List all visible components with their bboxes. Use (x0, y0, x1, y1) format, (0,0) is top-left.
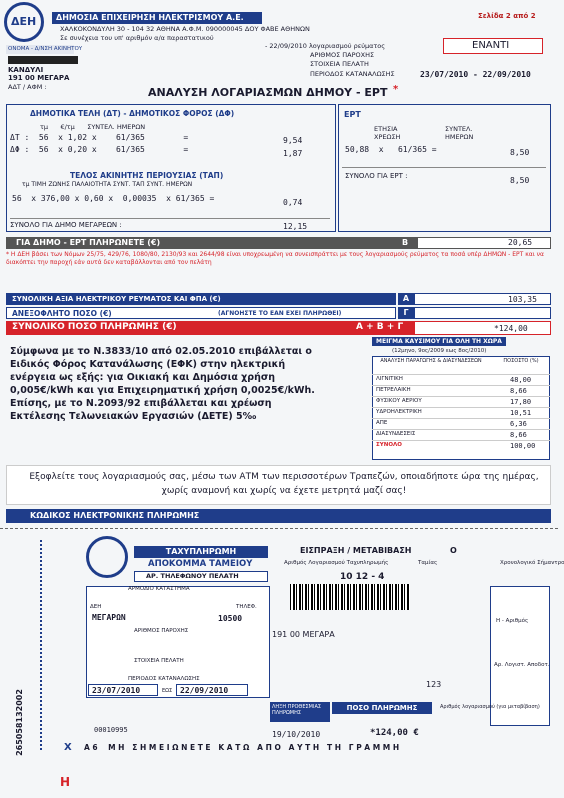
x-mark: X (64, 742, 72, 753)
unpaid-note: (ΑΓΝΟΗΣΤΕ ΤΟ ΕΑΝ ΕΧΕΙ ΠΛΗΡΩΘΕΙ) (218, 310, 342, 317)
collection: ΕΙΣΠΡΑΞΗ / ΜΕΤΑΒΙΒΑΣΗ (300, 546, 412, 555)
due-label-box: ΛΗΞΗ ΠΡΟΘΕΣΜΙΑΣ ΠΛΗΡΩΜΗΣ (270, 702, 330, 722)
addr-line2: 191 00 ΜΕΓΑΡΑ (8, 74, 70, 82)
pay-bar-label: ΓΙΑ ΔΗΜΟ - ΕΡΤ ΠΛΗΡΩΝΕΤΕ (€) (16, 238, 161, 247)
municipal-divider (10, 218, 330, 219)
grand-value-box (414, 321, 551, 335)
fuel-mix-row-name: ΑΠΕ (376, 420, 388, 426)
period-mid: ΕΩΣ (162, 688, 173, 694)
h-number: Η - Αριθμός (496, 618, 529, 624)
fuel-mix-row-line (372, 418, 550, 419)
title-asterisk: * (393, 84, 399, 95)
period-from: 23/07/2010 (92, 686, 141, 695)
deh-logo (4, 2, 44, 42)
fuel-mix-row-pct: 6,36 (510, 420, 527, 428)
ert-total-value: 8,50 (510, 176, 530, 185)
addr-line1: ΚΑΝΔΥΛΙ (8, 66, 44, 74)
teller-label: Ταμίας (418, 560, 438, 566)
date-stamp-label: Χρονολογικό Σήμαντρο (500, 560, 564, 566)
fuel-mix-row-pct: 48,00 (510, 376, 532, 384)
df-row: ΔΦ : 56 x 0,20 x 61/365 = (10, 145, 189, 154)
page-number: Σελίδα 2 από 2 (478, 12, 536, 20)
company-address: ΧΑΛΚΟΚΟΝΔΥΛΗ 30 - 104 32 ΑΘΗΝΑ Α.Φ.Μ. 090000045 ΔΟΥ ΦΑΒΕ ΑΘΗΝΩΝ (60, 25, 310, 33)
tax-notice: Σύμφωνα με το Ν.3833/10 από 02.05.2010 επιβάλλεται ο Ειδικός Φόρος Κατανάλωσης (ΕΦΚ) στην ηλεκτρική ενέργεια ως εξής: για Οικιακή και Δημόσια χρήση 0,005€/kWh και για Επιχειρηματική χρήση 0,0025€/kWh. Επίσης, με το Ν.2093/92 επιβάλλεται και χρέωση Εκτέλεσης Τελωνειακών Εργασιών (ΔΕΤΕ) 5‰ (10, 346, 315, 422)
deh-logo-text: ΔΕΗ (11, 15, 37, 28)
owner-dots (8, 56, 78, 64)
fuel-mix-row-pct: 17,80 (510, 398, 532, 406)
fuel-mix-head2: ΠΟΣΟΣΤΟ (%) (503, 358, 539, 364)
ert-heading: ΕΡΤ (344, 110, 361, 119)
vertical-code: 265058132002 (14, 689, 24, 756)
ert-value: 8,50 (510, 148, 530, 157)
store-value: ΜΕΓΑΡΩΝ (92, 613, 126, 622)
bottom-line: Α 6 Μ Η Σ Η Μ Ε Ι Ω Ν Ε Τ Ε Κ Α Τ Ω Α Π Ο Α Υ Τ Η Τ Η Γ Ρ Α Μ Μ Η (84, 743, 400, 752)
serial: 00010995 (94, 726, 128, 734)
tap-value: 0,74 (283, 198, 303, 207)
tap-row: 56 x 376,00 x 0,60 x 0,00035 x 61/365 = (12, 194, 215, 203)
legal-note: * Η ΔΕΗ βάσει των Νόμων 25/75, 429/76, 1080/80, 2130/93 και 2644/98 είναι υποχρεωμένη να συνεισπράττει με τους λογαριασμούς ρεύματος τα ποσά υπέρ ΔΗΜΩΝ - ΕΡΤ και να διακόπτει την παροχή εάν αυτά δεν καταβάλλονται από τον πελάτη (6, 251, 544, 266)
fuel-mix-row-name: ΣΥΝΟΛΟ (376, 442, 402, 448)
fuel-mix-row-pct: 8,66 (510, 431, 527, 439)
phone-label: ΑΡ. ΤΗΛΕΦΩΝΟΥ ΠΕΛΑΤΗ (146, 572, 239, 580)
slip-logo (86, 536, 128, 578)
tap-heading: ΤΕΛΟΣ ΑΚΙΝΗΤΗΣ ΠΕΡΙΟΥΣΙΑΣ (ΤΑΠ) (70, 171, 224, 180)
pay-bar-letter: Β (402, 238, 409, 247)
doc-ref: - 22/09/2010 λογαριασμού ρεύματος (265, 42, 386, 50)
grand-formula: Α + Β + Γ (356, 322, 404, 332)
fuel-mix-row-name: ΥΔΡΟΗΛΕΚΤΡΙΚΗ (376, 409, 422, 415)
period-to: 22/09/2010 (180, 686, 229, 695)
power-letter: Α (398, 293, 414, 305)
city: 191 00 ΜΕΓΑΡΑ (272, 630, 335, 639)
fuel-mix-row-pct: 10,51 (510, 409, 532, 417)
account-value: 10 12 - 4 (340, 572, 385, 582)
fast-pay: ΤΑΧΥΠΛΗΡΩΜΗ (134, 546, 268, 558)
municipal-heading: ΔΗΜΟΤΙΚΑ ΤΕΛΗ (ΔΤ) - ΔΗΜΟΤΙΚΟΣ ΦΟΡΟΣ (ΔΦ) (30, 109, 235, 118)
continuation-note: Σε συνέχεια του υπ' αριθμόν α/α παραστατικού (60, 34, 214, 42)
pay-bar-value: 20,65 (508, 238, 533, 247)
pay-acct: Αριθμός λογαριασμού (για μεταβίβαση) (440, 704, 540, 710)
company-name: ΔΗΜΟΣΙΑ ΕΠΙΧΕΙΡΗΣΗ ΗΛΕΚΤΡΙΣΜΟΥ Α.Ε. (52, 12, 262, 24)
fuel-mix-row-name: ΛΙΓΝΙΤΙΚΗ (376, 376, 403, 382)
ledger: Αρ. Λογιστ. Αποδοτ. (494, 662, 550, 668)
df-value: 1,87 (283, 149, 303, 158)
tap-cols: τμ ΤΙΜΗ ΖΩΝΗΣ ΠΑΛΑΙΟΤΗΤΑ ΣΥΝΤ. ΤΑΠ ΣΥΝΤ. ΗΜΕΡΩΝ (22, 181, 193, 188)
unpaid-label: ΑΝΕΞΟΦΛΗΤΟ ΠΟΣΟ (€) (12, 309, 112, 318)
vertical-dashes (40, 540, 44, 750)
fuel-mix-row-line (372, 396, 550, 397)
amount-value: *124,00 € (370, 728, 419, 738)
period-value: 23/07/2010 - 22/09/2010 (420, 70, 531, 79)
ert-col1: ΕΤΗΣΙΑ (374, 125, 398, 133)
account-label: Αριθμός Λογαριασμού Ταχυπληρωμής (284, 560, 389, 566)
amount-label-box: ΠΟΣΟ ΠΛΗΡΩΜΗΣ (332, 702, 432, 714)
tel-label: ΤΗΛΕΦ. (236, 604, 257, 610)
fuel-mix-title: ΜΕΙΓΜΑ ΚΑΥΣΙΜΟΥ ΓΙΑ ΟΛΗ ΤΗ ΧΩΡΑ (372, 337, 506, 346)
power-bar: ΣΥΝΟΛΙΚΗ ΑΞΙΑ ΗΛΕΚΤΡΙΚΟΥ ΡΕΥΜΑΤΟΣ ΚΑΙ ΦΠΑ (€) (6, 293, 396, 305)
customer-label: ΣΤΟΙΧΕΙΑ ΠΕΛΑΤΗ (310, 60, 369, 68)
fuel-mix-row-line (372, 385, 550, 386)
fuel-mix-row-name: ΔΙΑΣΥΝΔΕΣΕΙΣ (376, 431, 416, 437)
fuel-mix-row-line (372, 440, 550, 441)
power-value: 103,35 (508, 295, 537, 304)
fuel-mix-subtitle: (12μηνο, 9ος/2009 εως 8ος/2010) (392, 348, 487, 354)
afm-label: ΑΔΤ / ΑΦΜ : (8, 83, 47, 91)
o-mark: Ο (450, 546, 457, 555)
h-mark: Η (60, 775, 71, 789)
fuel-mix-row-line (372, 407, 550, 408)
fuel-mix-row-pct: 8,66 (510, 387, 527, 395)
ert-box (338, 104, 551, 232)
tear-line (0, 528, 558, 529)
dt-row: ΔΤ : 56 x 1,02 x 61/365 = (10, 133, 189, 142)
fuel-mix-head1: ΑΝΑΛΥΣΗ ΠΑΡΑΓΩΓΗΣ & ΔΙΑΣΥΝΔΕΣΕΩΝ (380, 358, 482, 364)
fuel-mix-row-name: ΠΕΤΡΕΛΑΙΚΗ (376, 387, 411, 393)
barcode (290, 584, 410, 610)
slip-period-label: ΠΕΡΙΟΔΟΣ ΚΑΤΑΝΑΛΩΣΗΣ (128, 676, 200, 682)
page-title: ΑΝΑΛΥΣΗ ΛΟΓΑΡΙΑΣΜΩΝ ΔΗΜΟΥ - ΕΡΤ (148, 86, 388, 99)
owner-label: ΟΝΟΜΑ - Δ/ΝΣΗ ΑΚΙΝΗΤΟΥ (8, 46, 83, 52)
unpaid-letter: Γ (398, 307, 414, 319)
ert-row: 50,88 x 61/365 = (345, 145, 437, 154)
slip-customer-label: ΣΤΟΙΧΕΙΑ ΠΕΛΑΤΗ (134, 658, 184, 664)
fuel-mix-row-name: ΦΥΣΙΚΟΥ ΑΕΡΙΟΥ (376, 398, 422, 404)
e-payment-bar: ΚΩΔΙΚΟΣ ΗΛΕΚΤΡΟΝΙΚΗΣ ΠΛΗΡΩΜΗΣ (6, 509, 551, 523)
grand-label: ΣΥΝΟΛΙΚΟ ΠΟΣΟ ΠΛΗΡΩΜΗΣ (€) (12, 322, 177, 332)
ert-col2: ΣΥΝΤΕΛ. (445, 125, 473, 133)
store-tel: 10500 (218, 614, 243, 623)
supply-no-label: ΑΡΙΘΜΟΣ ΠΑΡΟΧΗΣ (310, 51, 375, 59)
municipal-total-value: 12,15 (283, 222, 308, 231)
ert-col1b: ΧΡΕΩΣΗ (374, 133, 401, 141)
code: 123 (426, 680, 442, 689)
deh-label: ΔΕΗ (90, 604, 102, 610)
badge: ΕΝΑΝΤΙ (472, 40, 510, 51)
due-date: 19/10/2010 (272, 730, 321, 739)
fuel-mix-row-line (372, 374, 550, 375)
grand-value: *124,00 (494, 324, 528, 333)
period-label: ΠΕΡΙΟΔΟΣ ΚΑΤΑΝΑΛΩΣΗΣ (310, 70, 395, 78)
municipal-total-label: ΣΥΝΟΛΟ ΓΙΑ ΔΗΜΟ ΜΕΓΑΡΕΩΝ : (10, 221, 122, 229)
unpaid-value-box (414, 307, 551, 319)
fuel-mix-row-line (372, 429, 550, 430)
dt-value: 9,54 (283, 136, 303, 145)
atm-notice: Εξοφλείτε τους λογαριασμούς σας, μέσω των ΑΤΜ των περισσοτέρων Τραπεζών, οποιαδήποτε ώρα της ημέρας, χωρίς αναμονή και χωρίς να έχετε μετρητά μαζί σας! (29, 472, 539, 496)
ert-col2b: ΗΜΕΡΩΝ (445, 133, 474, 141)
slip-supply-label: ΑΡΙΘΜΟΣ ΠΑΡΟΧΗΣ (134, 628, 189, 634)
ert-total-label: ΣΥΝΟΛΟ ΓΙΑ ΕΡΤ : (345, 172, 408, 180)
store-label: ΑΡΜΟΔΙΟ ΚΑΤΑΣΤΗΜΑ (128, 586, 190, 592)
fuel-mix-row-pct: 100,00 (510, 442, 536, 450)
municipal-cols: τμ €/τμ ΣΥΝΤΕΛ. ΗΜΕΡΩΝ (40, 123, 146, 131)
ert-divider (342, 167, 546, 168)
stub-title: ΑΠΟΚΟΜΜΑ ΤΑΜΕΙΟΥ (148, 559, 253, 569)
